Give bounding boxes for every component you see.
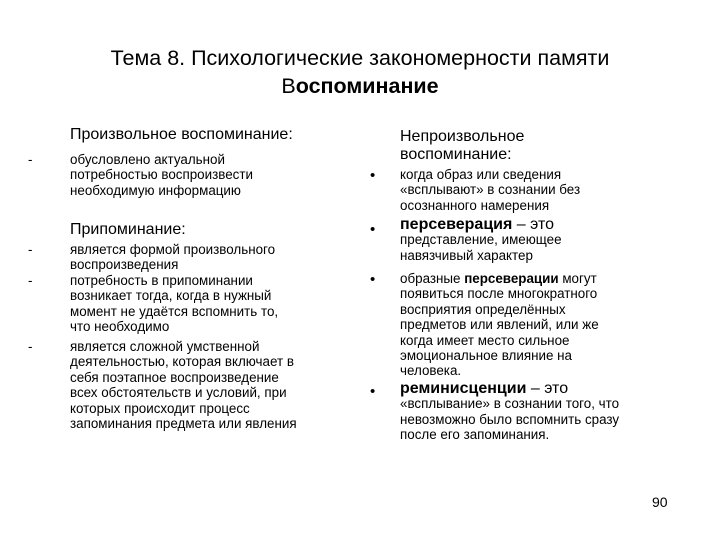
perseveration-suffix: – это [512, 216, 554, 233]
recall-item-2-marker: - [28, 273, 33, 288]
reminiscence-suffix: – это [526, 380, 569, 397]
recall-item-2-line: что необходимо [70, 319, 170, 335]
recall-item-1-line: воспроизведения [70, 257, 179, 273]
recall-item-3-line: которых происходит процесс [70, 400, 250, 416]
reminiscence-term: реминисценции [400, 380, 527, 397]
bullet-icon: • [370, 383, 376, 400]
bullet-icon: • [370, 271, 376, 288]
involuntary-recall-heading [400, 128, 524, 164]
reminiscence-definition-line: после его запоминания. [400, 427, 550, 443]
perseveration-definition-line: навязчивый характер [400, 247, 533, 263]
perseveration-term-line [400, 217, 562, 232]
page-title [0, 44, 720, 100]
reminiscence-definition-line: «всплывание» в сознании того, что [400, 396, 620, 412]
bullet-icon: • [370, 221, 376, 238]
recall-item-3-line: деятельностью, которая включает в [70, 354, 294, 370]
perseveration-term: персеверация [400, 216, 513, 233]
recall-item-2-line: возникает тогда, когда в нужный [70, 288, 272, 304]
involuntary-heading-line: Непроизвольное [400, 128, 525, 145]
perseveration-item [400, 217, 562, 263]
voluntary-item-1-line: необходимую информацию [70, 182, 241, 198]
recall-item-1-marker: - [28, 242, 33, 257]
recall-item-2-line: момент не удаётся вспомнить то, [70, 303, 279, 319]
bullet-icon: • [370, 167, 376, 184]
voluntary-item-1 [70, 152, 253, 198]
recall-item-3-marker: - [28, 339, 33, 354]
voluntary-item-1-line: потребностью воспроизвести [70, 167, 253, 183]
recall-item-3 [70, 339, 297, 431]
perseveration-note-line: человека. [400, 363, 462, 379]
perseveration-note-line: когда имеет место сильное [400, 332, 570, 348]
perseveration-note-post: могут [558, 271, 597, 286]
perseveration-note-bold: персеверации [464, 271, 559, 286]
recall-item-3-line: всех обстоятельств и условий, при [70, 385, 287, 401]
recall-item-3-line: является сложной умственной [70, 339, 260, 354]
involuntary-heading-line: воспоминание: [400, 146, 512, 163]
voluntary-item-1-marker: - [28, 152, 33, 167]
title-line-1: Тема 8. Психологические закономерности памяти [110, 46, 610, 70]
page-number: 90 [652, 494, 668, 510]
perseveration-note-line: эмоциональное влияние на [400, 348, 572, 364]
perseveration-definition-line: представление, имеющее [400, 232, 562, 248]
recall-item-2 [70, 273, 278, 335]
title-line-2-rest: оспоминание [295, 74, 439, 98]
perseveration-note-line: восприятия определённых [400, 301, 566, 317]
reminiscence-term-line [400, 381, 619, 396]
perseveration-note-item [400, 271, 599, 379]
perseveration-note-line: появиться после многократного [400, 286, 598, 302]
title-line-2-first-letter: В [281, 74, 296, 98]
involuntary-item-1-line: осознанного намерения [400, 197, 550, 213]
voluntary-recall-heading: Произвольное воспоминание: [70, 126, 293, 143]
perseveration-note-pre: образные [400, 271, 465, 286]
reminiscence-definition-line: невозможно было вспомнить сразу [400, 411, 620, 427]
recall-item-3-line: запоминания предмета или явления [70, 416, 297, 432]
reminiscence-item [400, 381, 619, 443]
involuntary-item-1-line: когда образ или сведения [400, 167, 562, 182]
recall-item-1-line: является формой произвольного [70, 242, 276, 257]
recall-heading: Припоминание: [70, 221, 186, 238]
voluntary-item-1-line: обусловлено актуальной [70, 152, 225, 167]
recall-item-2-line: потребность в припоминании [70, 273, 253, 288]
recall-item-1 [70, 242, 275, 273]
perseveration-note-line: предметов или явлений, или же [400, 317, 599, 333]
perseveration-note-first-line [400, 271, 599, 286]
title-line-2 [0, 72, 720, 100]
involuntary-item-1-line: «всплывают» в сознании без [400, 182, 581, 198]
involuntary-item-1 [400, 167, 580, 213]
recall-item-3-line: себя поэтапное воспроизведение [70, 369, 279, 385]
